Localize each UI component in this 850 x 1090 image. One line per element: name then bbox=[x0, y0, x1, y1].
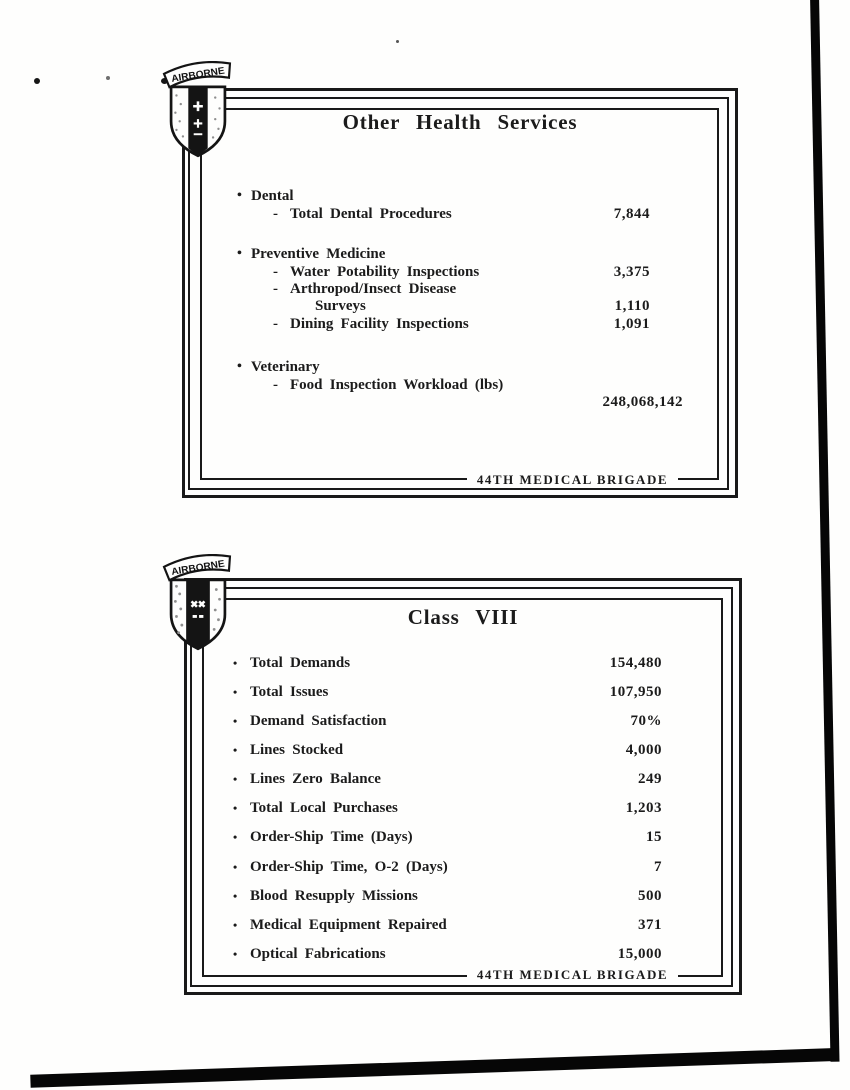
stat-row bbox=[233, 771, 742, 790]
stat-label: Total Issues bbox=[250, 684, 329, 700]
bullet-icon: • bbox=[233, 743, 238, 757]
scan-speck bbox=[106, 76, 110, 80]
bullet-icon: • bbox=[233, 889, 238, 903]
stat-label: Demand Satisfaction bbox=[250, 713, 387, 729]
bullet-icon: • bbox=[233, 830, 238, 844]
stat-value: 15 bbox=[646, 829, 662, 845]
stat-label: Blood Resupply Missions bbox=[250, 888, 418, 904]
airborne-shield-logo bbox=[159, 554, 237, 666]
stat-value: 15,000 bbox=[617, 946, 662, 962]
slide-footer: 44TH MEDICAL BRIGADE bbox=[467, 472, 678, 488]
item-label: Arthropod/Insect Disease bbox=[290, 281, 457, 297]
stat-value: 70% bbox=[630, 713, 662, 729]
stat-label: Total Demands bbox=[250, 655, 351, 671]
stat-value: 107,950 bbox=[609, 684, 662, 700]
item-label: Food Inspection Workload (lbs) bbox=[290, 377, 504, 393]
section-label: Dental bbox=[251, 188, 294, 204]
stat-row bbox=[233, 684, 742, 703]
bullet-item bbox=[182, 246, 738, 265]
scan-page-edge-bottom bbox=[30, 1048, 836, 1088]
bullet-icon: • bbox=[237, 359, 242, 374]
stat-value: 371 bbox=[638, 917, 662, 933]
dash-icon: - bbox=[273, 316, 278, 332]
bullet-icon: • bbox=[233, 860, 238, 874]
airborne-tab bbox=[163, 554, 232, 581]
stat-row bbox=[233, 917, 742, 936]
item-value: 248,068,142 bbox=[602, 394, 683, 410]
stat-value: 249 bbox=[638, 771, 662, 787]
stat-row bbox=[233, 713, 742, 732]
section-label: Preventive Medicine bbox=[251, 246, 386, 262]
stat-value: 7 bbox=[654, 859, 662, 875]
item-value: 1,110 bbox=[614, 298, 650, 314]
slide-other-health-services bbox=[182, 88, 738, 498]
stat-label: Order-Ship Time (Days) bbox=[250, 829, 413, 845]
shield-stripe bbox=[186, 580, 210, 649]
slide-class-viii bbox=[184, 578, 742, 995]
value-line bbox=[182, 394, 738, 413]
item-label: Water Potability Inspections bbox=[290, 264, 480, 280]
stat-label: Medical Equipment Repaired bbox=[250, 917, 447, 933]
item-label: Dining Facility Inspections bbox=[290, 316, 469, 332]
bullet-icon: • bbox=[237, 246, 242, 261]
stat-label: Lines Zero Balance bbox=[250, 771, 381, 787]
item-value: 3,375 bbox=[613, 264, 650, 280]
bullet-item bbox=[182, 359, 738, 378]
scan-speck bbox=[34, 78, 40, 84]
stat-row bbox=[233, 829, 742, 848]
scan-page-edge-right bbox=[810, 0, 840, 1062]
stat-row bbox=[233, 946, 742, 965]
airborne-tab-text: AIRBORNE bbox=[170, 65, 224, 85]
airborne-tab-text: AIRBORNE bbox=[170, 558, 224, 578]
scan-speck bbox=[396, 40, 399, 43]
section-label: Veterinary bbox=[251, 359, 320, 375]
stat-value: 1,203 bbox=[625, 800, 662, 816]
bullet-icon: • bbox=[233, 714, 238, 728]
stat-label: Optical Fabrications bbox=[250, 946, 386, 962]
stat-row bbox=[233, 888, 742, 907]
item-label: Surveys bbox=[315, 298, 366, 314]
stat-label: Total Local Purchases bbox=[250, 800, 398, 816]
bullet-icon: • bbox=[237, 188, 242, 203]
stat-value: 4,000 bbox=[625, 742, 662, 758]
dash-icon: - bbox=[273, 377, 278, 393]
sub-item bbox=[182, 206, 738, 225]
sub-item-continuation bbox=[182, 298, 738, 317]
stat-row bbox=[233, 655, 742, 674]
stat-row bbox=[233, 859, 742, 878]
stat-row bbox=[233, 800, 742, 819]
stat-label: Lines Stocked bbox=[250, 742, 344, 758]
stat-value: 154,480 bbox=[609, 655, 662, 671]
dash-icon: - bbox=[273, 281, 278, 297]
sub-item bbox=[182, 316, 738, 335]
stat-value: 500 bbox=[638, 888, 662, 904]
stat-label: Order-Ship Time, O-2 (Days) bbox=[250, 859, 448, 875]
slide-footer: 44TH MEDICAL BRIGADE bbox=[467, 967, 678, 983]
bullet-icon: • bbox=[233, 685, 238, 699]
bullet-icon: • bbox=[233, 918, 238, 932]
airborne-shield-logo bbox=[159, 61, 237, 173]
stat-row bbox=[233, 742, 742, 761]
item-value: 1,091 bbox=[613, 316, 650, 332]
item-label: Total Dental Procedures bbox=[290, 206, 452, 222]
bullet-icon: • bbox=[233, 947, 238, 961]
dash-icon: - bbox=[273, 264, 278, 280]
bullet-item bbox=[182, 188, 738, 207]
airborne-tab bbox=[163, 61, 232, 88]
bullet-icon: • bbox=[233, 656, 238, 670]
bullet-icon: • bbox=[233, 772, 238, 786]
slide-title: Other Health Services bbox=[342, 110, 578, 134]
bullet-icon: • bbox=[233, 801, 238, 815]
item-value: 7,844 bbox=[613, 206, 650, 222]
dash-icon: - bbox=[273, 206, 278, 222]
slide-title: Class VIII bbox=[407, 605, 519, 629]
